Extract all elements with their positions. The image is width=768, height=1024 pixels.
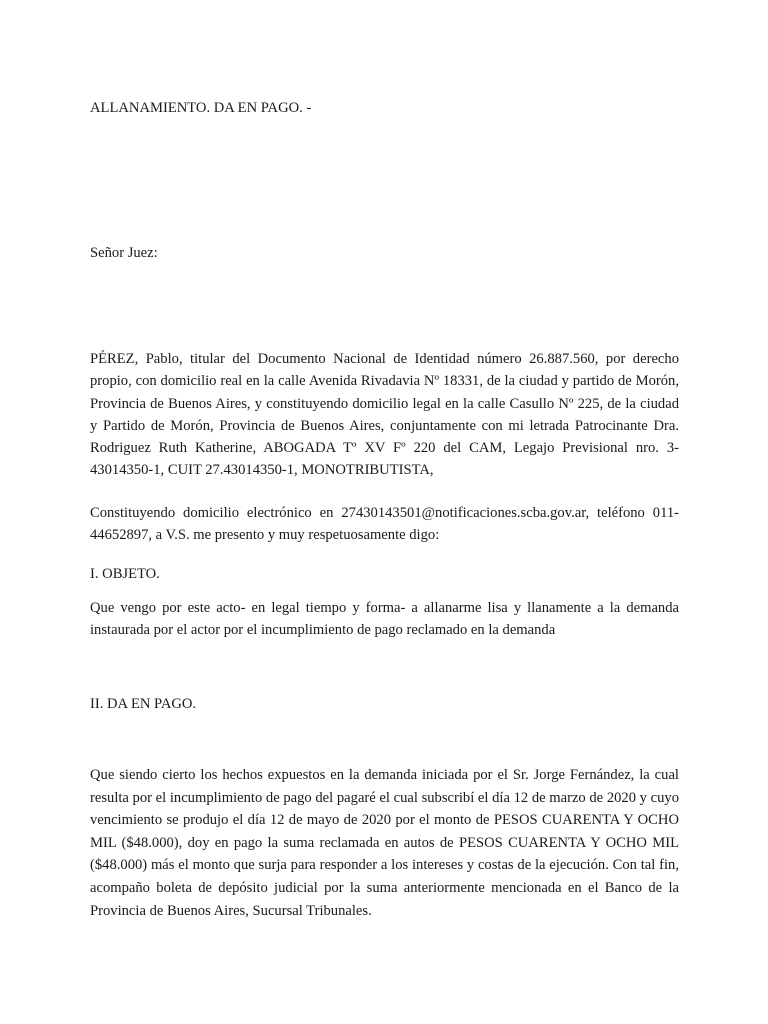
intro-paragraph: PÉREZ, Pablo, titular del Documento Nacional de Identidad número 26.887.560, por derecho propio, con domicilio real en la calle Avenida Rivadavia Nº 18331, de la ciudad y partido de Morón, Provincia de Buenos Aires, y constituyendo domicilio legal en la calle Casullo Nº 225, de la ciudad y Partido de Morón, Provincia de Buenos Aires, conjuntamente con mi letrada Patrocinante Dra. Rodriguez Ruth Katherine, ABOGADA Tº XV Fº 220 del CAM, Legajo Previsional nro. 3-43014350-1, CUIT 27.43014350-1, MONOTRIBUTISTA, xyxy=(90,351,679,479)
section-da-en-pago-heading: II. DA EN PAGO. xyxy=(90,696,197,712)
section-objeto-text: Que vengo por este acto- en legal tiempo y forma- a allanarme lisa y llanamente a la demanda instaurada por el actor por el incumplimiento de pago reclamado en la demanda xyxy=(90,600,679,639)
document-title: ALLANAMIENTO. DA EN PAGO. - xyxy=(90,100,312,116)
section-da-en-pago-text: Que siendo cierto los hechos expuestos en la demanda iniciada por el Sr. Jorge Fernández, la cual resulta por el incumplimiento de pago del pagaré el cual subscribí el día 12 de marzo de 2020 y cuyo vencimiento se produjo el día 12 de mayo de 2020 por el monto de PESOS CUARENTA Y OCHO MIL ($48.000), doy en pago la suma reclamada en autos de PESOS CUARENTA Y OCHO MIL ($48.000) más el monto que surja para responder a los intereses y costas de la ejecución. Con tal fin, acompaño boleta de depósito judicial por la suma anteriormente mencionada en el Banco de la Provincia de Buenos Aires, Sucursal Tribunales. xyxy=(90,767,679,919)
salutation: Señor Juez: xyxy=(90,245,158,261)
section-objeto-heading: I. OBJETO. xyxy=(90,566,160,582)
electronic-domicile-paragraph: Constituyendo domicilio electrónico en 27430143501@notificaciones.scba.gov.ar, teléfono 011-44652897, a V.S. me presento y muy respetuosamente digo: xyxy=(90,505,679,544)
